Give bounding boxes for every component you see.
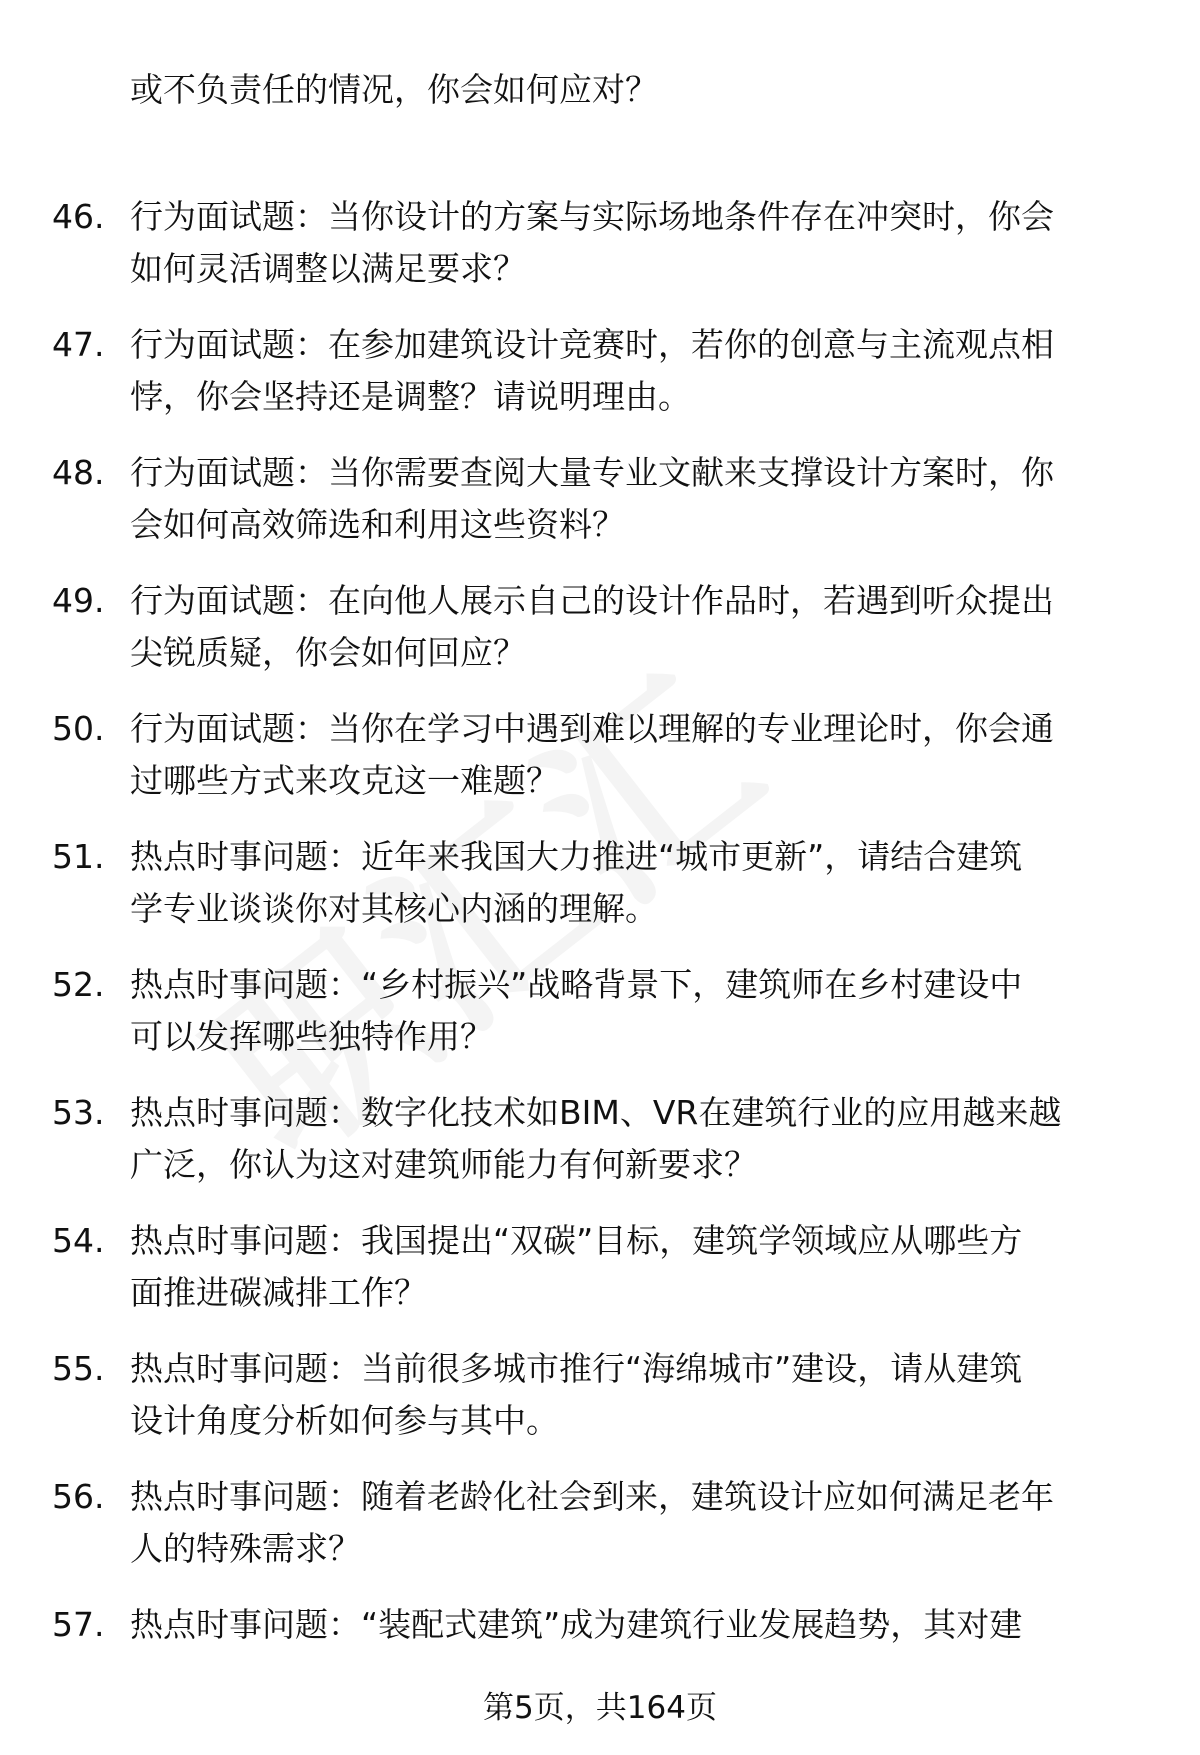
question-line: 学专业谈谈你对其核心内涵的理解。 xyxy=(130,889,658,928)
page-footer: 第5页，共164页 xyxy=(483,1690,717,1726)
question-text xyxy=(130,1599,1150,1651)
question-line: 行为面试题：在参加建筑设计竞赛时，若你的创意与主流观点相 xyxy=(130,325,1054,364)
question-line: 人的特殊需求？ xyxy=(130,1529,361,1568)
question-item-46 xyxy=(0,191,1200,295)
question-number: 50. xyxy=(52,709,105,748)
question-number: 57. xyxy=(52,1605,105,1644)
question-number: 46. xyxy=(52,197,105,236)
question-text xyxy=(130,575,1150,679)
question-line: 热点时事问题：当前很多城市推行“海绵城市”建设，请从建筑 xyxy=(130,1349,1023,1388)
question-text xyxy=(130,1343,1150,1447)
question-line: 热点时事问题：近年来我国大力推进“城市更新”，请结合建筑 xyxy=(130,837,1023,876)
question-item-49 xyxy=(0,575,1200,679)
question-item-55 xyxy=(0,1343,1200,1447)
question-item-48 xyxy=(0,447,1200,551)
question-number: 48. xyxy=(52,453,105,492)
question-line: 热点时事问题：“装配式建筑”成为建筑行业发展趋势，其对建 xyxy=(130,1605,1023,1644)
question-item-51 xyxy=(0,831,1200,935)
question-item-52 xyxy=(0,959,1200,1063)
continuation-text: 或不负责任的情况，你会如何应对？ xyxy=(130,70,658,109)
question-number: 51. xyxy=(52,837,105,876)
question-line: 行为面试题：在向他人展示自己的设计作品时，若遇到听众提出 xyxy=(130,581,1054,620)
question-item-54 xyxy=(0,1215,1200,1319)
question-item-56 xyxy=(0,1471,1200,1575)
question-line: 悖，你会坚持还是调整？请说明理由。 xyxy=(130,377,691,416)
question-line: 面推进碳减排工作？ xyxy=(130,1273,427,1312)
question-text xyxy=(130,959,1150,1063)
question-line: 热点时事问题：“乡村振兴”战略背景下，建筑师在乡村建设中 xyxy=(130,965,1023,1004)
question-text xyxy=(130,319,1150,423)
question-line: 行为面试题：当你设计的方案与实际场地条件存在冲突时，你会 xyxy=(130,197,1054,236)
question-text xyxy=(130,831,1150,935)
question-line: 广泛，你认为这对建筑师能力有何新要求？ xyxy=(130,1145,757,1184)
question-line: 热点时事问题：我国提出“双碳”目标，建筑学领域应从哪些方 xyxy=(130,1221,1023,1260)
question-number: 54. xyxy=(52,1221,105,1260)
question-item-50 xyxy=(0,703,1200,807)
question-line: 设计角度分析如何参与其中。 xyxy=(130,1401,559,1440)
question-item-53 xyxy=(0,1087,1200,1191)
question-list xyxy=(0,64,1200,1727)
question-text xyxy=(130,1087,1150,1191)
question-number: 53. xyxy=(52,1093,105,1132)
question-line: 热点时事问题：随着老龄化社会到来，建筑设计应如何满足老年 xyxy=(130,1477,1054,1516)
question-number: 52. xyxy=(52,965,105,1004)
question-line: 行为面试题：当你需要查阅大量专业文献来支撑设计方案时，你 xyxy=(130,453,1054,492)
question-line: 如何灵活调整以满足要求？ xyxy=(130,249,526,288)
question-text xyxy=(130,447,1150,551)
question-text xyxy=(130,191,1150,295)
question-number: 56. xyxy=(52,1477,105,1516)
question-number: 49. xyxy=(52,581,105,620)
question-line: 行为面试题：当你在学习中遇到难以理解的专业理论时，你会通 xyxy=(130,709,1054,748)
question-line: 可以发挥哪些独特作用？ xyxy=(130,1017,493,1056)
question-line: 热点时事问题：数字化技术如BIM、VR在建筑行业的应用越来越 xyxy=(130,1093,1062,1132)
question-item-47 xyxy=(0,319,1200,423)
question-text xyxy=(130,1471,1150,1575)
question-text xyxy=(130,703,1150,807)
question-text xyxy=(130,1215,1150,1319)
question-number: 47. xyxy=(52,325,105,364)
question-number: 55. xyxy=(52,1349,105,1388)
question-line: 尖锐质疑，你会如何回应？ xyxy=(130,633,526,672)
question-line: 过哪些方式来攻克这一难题？ xyxy=(130,761,559,800)
question-line: 会如何高效筛选和利用这些资料？ xyxy=(130,505,625,544)
